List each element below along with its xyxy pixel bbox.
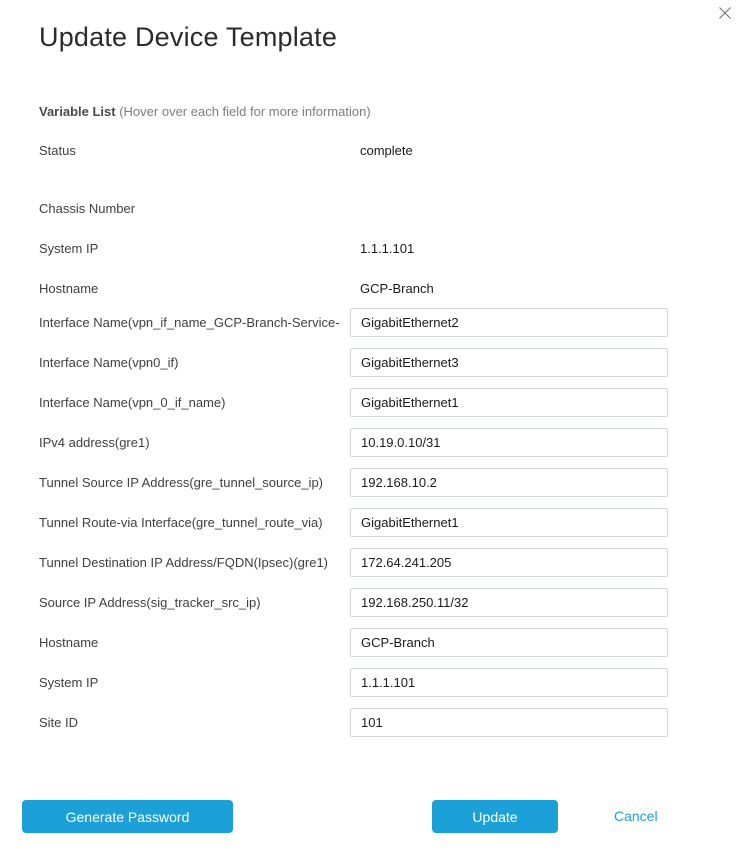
field-row [39, 468, 668, 497]
dialog-footer [0, 800, 752, 833]
input-hostname[interactable] [350, 628, 668, 657]
input-ipv4-address-gre1[interactable] [350, 428, 668, 457]
field-row [39, 388, 668, 417]
variable-list-header [39, 104, 752, 120]
static-field-row-system-ip [39, 228, 668, 268]
static-field-row-hostname [39, 268, 668, 308]
field-label: Chassis Number [39, 200, 136, 216]
input-gre-tunnel-route-via[interactable] [350, 508, 668, 537]
static-field-row-chassis-number [39, 188, 668, 228]
update-button[interactable]: Update [432, 800, 558, 833]
input-vpn-if-name-gcp-branch-service[interactable] [350, 308, 668, 337]
variable-list-hint: (Hover over each field for more information) [119, 104, 371, 119]
status-value: complete [360, 142, 413, 158]
field-label: System IP [39, 240, 99, 256]
field-label: Hostname [39, 280, 99, 296]
field-row [39, 708, 668, 737]
static-field-row-status [39, 130, 668, 170]
input-gre-tunnel-destination-ip[interactable] [350, 548, 668, 577]
field-label: Tunnel Destination IP Address/FQDN(Ipsec)(gre1) [39, 555, 329, 570]
field-label: Tunnel Route-via Interface(gre_tunnel_route_via) [39, 515, 323, 530]
field-row [39, 308, 668, 337]
field-row [39, 548, 668, 577]
input-vpn-0-if-name[interactable] [350, 388, 668, 417]
field-row [39, 508, 668, 537]
input-system-ip[interactable] [350, 668, 668, 697]
input-vpn0-if[interactable] [350, 348, 668, 377]
field-label: Tunnel Source IP Address(gre_tunnel_source_ip) [39, 475, 324, 490]
field-label: Source IP Address(sig_tracker_src_ip) [39, 595, 261, 610]
field-label: Site ID [39, 715, 79, 730]
hostname-value: GCP-Branch [360, 280, 434, 296]
system-ip-value: 1.1.1.101 [360, 240, 415, 256]
field-row [39, 588, 668, 617]
field-label: Interface Name(vpn_if_name_GCP-Branch-Service- [39, 315, 340, 330]
field-row [39, 628, 668, 657]
generate-password-button[interactable]: Generate Password [22, 800, 233, 833]
field-row [39, 348, 668, 377]
field-label: Hostname [39, 635, 99, 650]
field-row [39, 668, 668, 697]
input-sig-tracker-src-ip[interactable] [350, 588, 668, 617]
variable-list-title: Variable List [39, 104, 116, 119]
cancel-link[interactable]: Cancel [614, 808, 658, 824]
field-label: Interface Name(vpn0_if) [39, 355, 179, 370]
field-row [39, 428, 668, 457]
field-label: IPv4 address(gre1) [39, 435, 150, 450]
input-gre-tunnel-source-ip[interactable] [350, 468, 668, 497]
field-label: Interface Name(vpn_0_if_name) [39, 395, 226, 410]
variable-list [39, 130, 668, 737]
close-icon[interactable] [717, 5, 733, 21]
field-label: System IP [39, 675, 99, 690]
input-site-id[interactable] [350, 708, 668, 737]
field-label: Status [39, 142, 76, 158]
page-title: Update Device Template [39, 22, 338, 52]
